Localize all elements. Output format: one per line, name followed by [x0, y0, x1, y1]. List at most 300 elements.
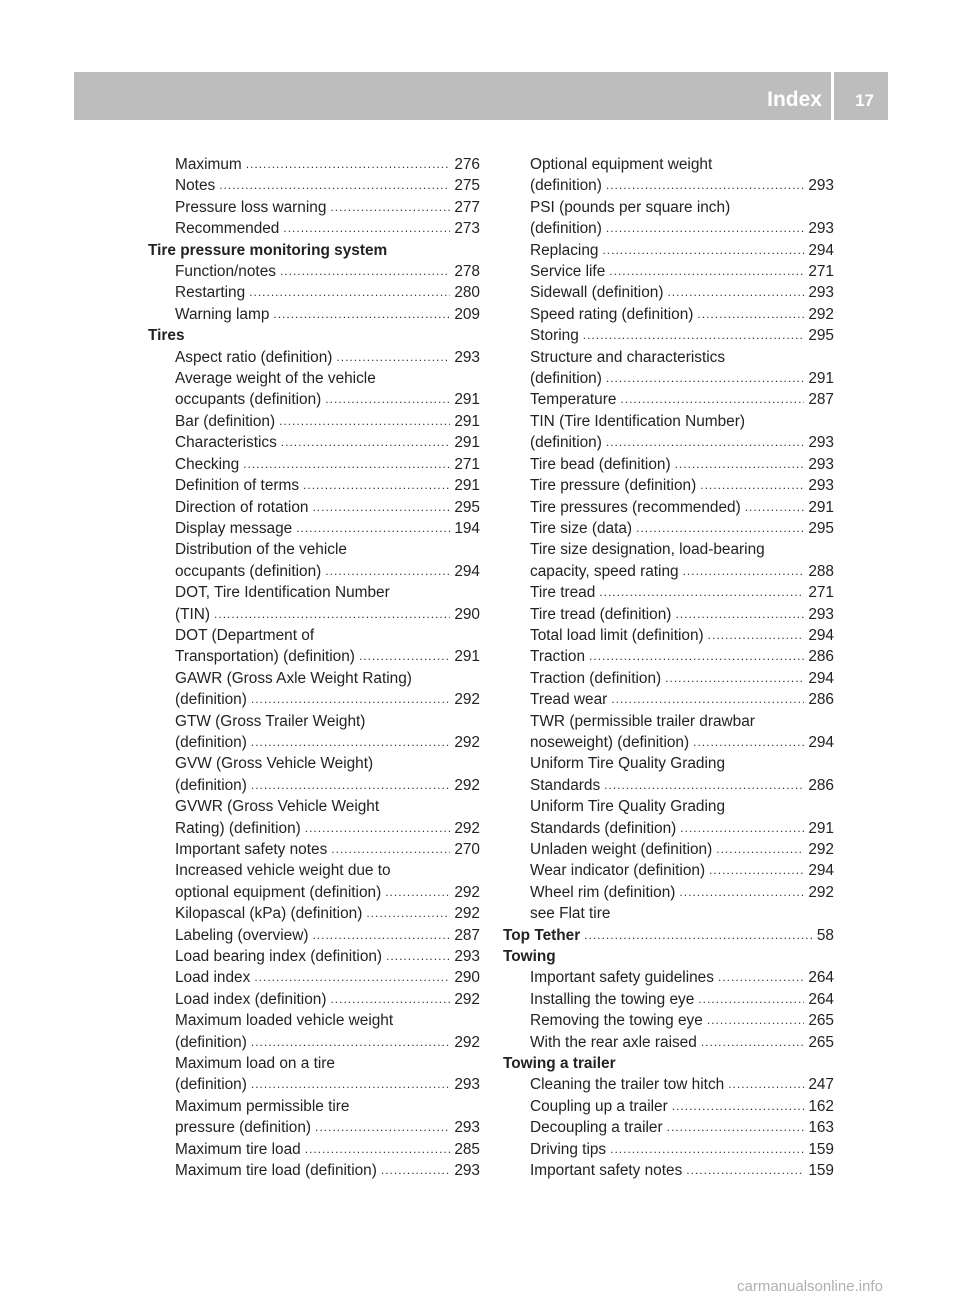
- index-entry: [148, 989, 480, 1010]
- entry-label: Checking: [175, 455, 240, 473]
- entry-label: Standards: [530, 776, 601, 794]
- entry-page: 287: [454, 926, 480, 944]
- index-entry: [503, 882, 834, 903]
- entry-page: 293: [808, 605, 834, 623]
- leader-dots: [606, 432, 804, 453]
- entry-label-line: Maximum permissible tire: [175, 1097, 350, 1115]
- entry-page: 295: [808, 519, 834, 537]
- leader-dots: [246, 154, 451, 175]
- index-entry: [148, 604, 480, 625]
- entry-page: 288: [808, 562, 834, 580]
- entry-label: Temperature: [530, 391, 617, 409]
- leader-dots: [312, 497, 450, 518]
- entry-page: 293: [454, 1119, 480, 1137]
- index-entry: [148, 1160, 480, 1181]
- leader-dots: [675, 454, 805, 475]
- entry-page: 292: [808, 883, 834, 901]
- leader-dots: [716, 839, 804, 860]
- index-entry: [503, 1096, 834, 1117]
- entry-label-line: Average weight of the vehicle: [175, 370, 376, 388]
- entry-label: Tire pressure (definition): [530, 477, 697, 495]
- entry-page: 295: [808, 327, 834, 345]
- entry-page: 294: [808, 669, 834, 687]
- entry-label: Traction: [530, 648, 586, 666]
- index-entry: [148, 1117, 480, 1138]
- entry-label: Direction of rotation: [175, 498, 309, 516]
- entry-page: 294: [808, 241, 834, 259]
- entry-page: 294: [808, 626, 834, 644]
- index-entry: [148, 775, 480, 796]
- leader-dots: [610, 1139, 804, 1160]
- index-entry: [148, 432, 480, 453]
- entry-label: Cleaning the trailer tow hitch: [530, 1076, 725, 1094]
- index-entry: [503, 989, 834, 1010]
- index-entry: [503, 646, 834, 667]
- entry-page: 291: [808, 498, 834, 516]
- leader-dots: [667, 1117, 805, 1138]
- leader-dots: [243, 454, 450, 475]
- entry-label: Load index: [175, 969, 251, 987]
- leader-dots: [330, 197, 450, 218]
- index-entry: [148, 561, 480, 582]
- entry-label: Tread wear: [530, 691, 608, 709]
- entry-label: (definition): [175, 1033, 247, 1051]
- index-entry: [503, 475, 834, 496]
- index-entry: [148, 389, 480, 410]
- entry-page: 293: [454, 1162, 480, 1180]
- index-entry: [148, 154, 480, 175]
- entry-label: Standards (definition): [530, 819, 677, 837]
- entry-label: Speed rating (definition): [530, 305, 694, 323]
- entry-page: 292: [808, 841, 834, 858]
- entry-page: 264: [808, 969, 834, 987]
- leader-dots: [251, 1032, 450, 1053]
- entry-page: 287: [808, 391, 834, 409]
- entry-label: (TIN): [175, 605, 211, 623]
- entry-label: Installing the towing eye: [530, 990, 695, 1008]
- leader-dots: [636, 518, 804, 539]
- entry-page: 265: [808, 1033, 834, 1051]
- index-entry: [503, 389, 834, 410]
- entry-label-line: Tire size designation, load-bearing: [530, 541, 765, 559]
- leader-dots: [665, 668, 804, 689]
- index-entry: [148, 475, 480, 496]
- leader-dots: [366, 903, 450, 924]
- entry-label: Sidewall (definition): [530, 284, 664, 302]
- entry-label: Coupling up a trailer: [530, 1097, 668, 1115]
- leader-dots: [279, 411, 450, 432]
- entry-label: Important safety notes: [175, 841, 328, 858]
- leader-dots: [251, 689, 450, 710]
- entry-label: (definition): [530, 177, 602, 195]
- index-entry: [148, 304, 480, 325]
- entry-page: 291: [454, 412, 480, 430]
- index-entry: [148, 347, 480, 368]
- index-entry: [148, 903, 480, 924]
- index-heading: Towing a trailer: [503, 1055, 616, 1073]
- entry-page: 290: [454, 605, 480, 623]
- leader-dots: [251, 732, 450, 753]
- entry-label: (definition): [530, 220, 602, 238]
- leader-dots: [606, 218, 804, 239]
- index-entry: [503, 368, 834, 389]
- entry-page: 292: [454, 883, 480, 901]
- index-entry: [503, 1010, 834, 1031]
- leader-dots: [611, 689, 804, 710]
- entry-label: Unladen weight (definition): [530, 841, 713, 858]
- entry-page: 159: [808, 1162, 834, 1180]
- leader-dots: [675, 604, 804, 625]
- entry-label: (definition): [175, 1076, 247, 1094]
- index-entry: [503, 282, 834, 303]
- entry-page: 277: [454, 198, 480, 216]
- entry-page: 293: [808, 434, 834, 452]
- index-entry: [503, 240, 834, 261]
- entry-label: Load index (definition): [175, 990, 327, 1008]
- entry-label: (definition): [175, 733, 247, 751]
- index-entry: [503, 561, 834, 582]
- entry-page: 292: [454, 691, 480, 709]
- entry-page: 291: [454, 434, 480, 452]
- watermark: carmanualsonline.info: [737, 1278, 883, 1295]
- index-heading: Tires: [148, 327, 185, 345]
- index-entry: [148, 882, 480, 903]
- index-entry: [503, 1160, 834, 1181]
- entry-page: 292: [454, 1033, 480, 1051]
- entry-label: Top Tether: [503, 926, 581, 944]
- leader-dots: [281, 432, 451, 453]
- entry-label: Tire bead (definition): [530, 455, 671, 473]
- entry-label: Removing the towing eye: [530, 1012, 703, 1030]
- leader-dots: [700, 475, 804, 496]
- entry-page: 285: [454, 1140, 480, 1158]
- entry-label: noseweight) (definition): [530, 733, 690, 751]
- entry-page: 271: [808, 584, 834, 602]
- entry-label: Decoupling a trailer: [530, 1119, 663, 1137]
- index-entry: [503, 325, 834, 346]
- entry-page: 264: [808, 990, 834, 1008]
- index-entry: [503, 1139, 834, 1160]
- entry-page: 293: [808, 284, 834, 302]
- leader-dots: [683, 561, 805, 582]
- leader-dots: [254, 967, 450, 988]
- index-entry: [503, 1074, 834, 1095]
- leader-dots: [604, 775, 804, 796]
- entry-label-line: Uniform Tire Quality Grading: [530, 798, 726, 816]
- entry-label-line: GVW (Gross Vehicle Weight): [175, 755, 374, 773]
- entry-page: 58: [816, 926, 834, 944]
- entry-label: Notes: [175, 177, 216, 195]
- entry-page: 278: [454, 263, 480, 281]
- entry-page: 159: [808, 1140, 834, 1158]
- index-entry: [503, 304, 834, 325]
- entry-page: 292: [454, 776, 480, 794]
- entry-page: 295: [454, 498, 480, 516]
- leader-dots: [697, 304, 804, 325]
- index-entry: [503, 668, 834, 689]
- leader-dots: [680, 818, 804, 839]
- entry-page: 286: [808, 648, 834, 666]
- entry-page: 294: [808, 862, 834, 880]
- page-header: [74, 72, 888, 120]
- leader-dots: [330, 989, 450, 1010]
- index-entry: [503, 1032, 834, 1053]
- leader-dots: [251, 775, 450, 796]
- leader-dots: [707, 1010, 804, 1031]
- leader-dots: [336, 347, 450, 368]
- entry-label: Maximum tire load (definition): [175, 1162, 377, 1180]
- leader-dots: [251, 1074, 450, 1095]
- index-entry: [503, 775, 834, 796]
- leader-dots: [312, 925, 450, 946]
- entry-label: Tire tread (definition): [530, 605, 672, 623]
- index-entry: [503, 175, 834, 196]
- leader-dots: [315, 1117, 450, 1138]
- index-entry: [148, 646, 480, 667]
- index-entry: [148, 732, 480, 753]
- entry-label: Rating) (definition): [175, 819, 301, 837]
- entry-label: Tire size (data): [530, 519, 633, 537]
- entry-label-line: DOT, Tire Identification Number: [175, 584, 390, 602]
- leader-dots: [606, 175, 804, 196]
- entry-page: 291: [454, 477, 480, 495]
- index-entry: [503, 689, 834, 710]
- index-entry: [148, 839, 480, 860]
- entry-page: 194: [454, 519, 480, 537]
- leader-dots: [584, 925, 813, 946]
- entry-label-line: Increased vehicle weight due to: [175, 862, 391, 880]
- index-entry: [148, 497, 480, 518]
- leader-dots: [701, 1032, 805, 1053]
- index-entry: [503, 261, 834, 282]
- leader-dots: [609, 261, 804, 282]
- entry-label: Pressure loss warning: [175, 198, 327, 216]
- entry-page: 292: [454, 990, 480, 1008]
- entry-label: Transportation) (definition): [175, 648, 355, 666]
- leader-dots: [698, 989, 804, 1010]
- entry-label: Maximum: [175, 156, 242, 173]
- leader-dots: [249, 282, 450, 303]
- leader-dots: [667, 282, 804, 303]
- entry-label-line: Uniform Tire Quality Grading: [530, 755, 726, 773]
- index-entry: [503, 518, 834, 539]
- entry-label: Warning lamp: [175, 305, 270, 323]
- index-entry: [503, 432, 834, 453]
- entry-label: (definition): [175, 691, 247, 709]
- entry-label: Function/notes: [175, 263, 276, 281]
- entry-page: 265: [808, 1012, 834, 1030]
- entry-label-line: TIN (Tire Identification Number): [530, 412, 745, 430]
- index-column-left: [148, 154, 480, 1182]
- entry-label: With the rear axle raised: [530, 1033, 697, 1051]
- leader-dots: [359, 646, 450, 667]
- index-entry: [503, 625, 834, 646]
- entry-label: capacity, speed rating: [530, 562, 679, 580]
- index-entry: [503, 967, 834, 988]
- leader-dots: [303, 475, 450, 496]
- index-entry-top-tether: [503, 925, 834, 946]
- entry-page: 247: [808, 1076, 834, 1094]
- entry-label: Important safety guidelines: [530, 969, 714, 987]
- entry-label: Load bearing index (definition): [175, 948, 383, 966]
- entry-label: (definition): [530, 370, 602, 388]
- entry-label: Labeling (overview): [175, 926, 309, 944]
- entry-page: 290: [454, 969, 480, 987]
- entry-page: 294: [808, 733, 834, 751]
- index-entry: [148, 1032, 480, 1053]
- index-entry: [148, 818, 480, 839]
- entry-label: pressure (definition): [175, 1119, 312, 1137]
- entry-page: 291: [808, 819, 834, 837]
- index-entry: [148, 967, 480, 988]
- entry-page: 286: [808, 691, 834, 709]
- index-entry: [148, 925, 480, 946]
- entry-page: 293: [454, 1076, 480, 1094]
- entry-page: 271: [808, 263, 834, 281]
- entry-label-line: Maximum loaded vehicle weight: [175, 1012, 394, 1030]
- leader-dots: [381, 1160, 450, 1181]
- leader-dots: [214, 604, 450, 625]
- index-entry: [148, 689, 480, 710]
- leader-dots: [283, 218, 450, 239]
- leader-dots: [325, 389, 450, 410]
- entry-label-line: PSI (pounds per square inch): [530, 198, 731, 216]
- index-entry: [148, 518, 480, 539]
- entry-label: Total load limit (definition): [530, 626, 704, 644]
- entry-label: (definition): [175, 776, 247, 794]
- index-entry: [148, 261, 480, 282]
- entry-label-line: Distribution of the vehicle: [175, 541, 347, 559]
- index-entry: [148, 1139, 480, 1160]
- entry-page: 291: [808, 370, 834, 388]
- entry-page: 293: [808, 455, 834, 473]
- index-entry: [148, 197, 480, 218]
- entry-page: 276: [454, 156, 480, 173]
- leader-dots: [331, 839, 450, 860]
- leader-dots: [219, 175, 450, 196]
- entry-label-line: GAWR (Gross Axle Weight Rating): [175, 669, 412, 687]
- entry-label: Replacing: [530, 241, 599, 259]
- header-divider: [831, 72, 834, 120]
- entry-label: Definition of terms: [175, 477, 300, 495]
- index-entry: [503, 454, 834, 475]
- entry-page: 292: [454, 733, 480, 751]
- leader-dots: [686, 1160, 804, 1181]
- entry-label: Recommended: [175, 220, 280, 238]
- entry-page: 280: [454, 284, 480, 302]
- entry-page: 286: [808, 776, 834, 794]
- entry-label-line: DOT (Department of: [175, 626, 315, 644]
- entry-page: 293: [808, 220, 834, 238]
- index-entry: [148, 946, 480, 967]
- page-number: 17: [855, 91, 874, 110]
- index-entry: [503, 1117, 834, 1138]
- entry-label: Wear indicator (definition): [530, 862, 706, 880]
- leader-dots: [672, 1096, 805, 1117]
- entry-page: 271: [454, 455, 480, 473]
- entry-label: Tire tread: [530, 584, 596, 602]
- entry-label: (definition): [530, 434, 602, 452]
- leader-dots: [718, 967, 804, 988]
- entry-label: Aspect ratio (definition): [175, 348, 333, 366]
- entry-page: 273: [454, 220, 480, 238]
- index-entry: [148, 282, 480, 303]
- entry-label: Storing: [530, 327, 579, 345]
- leader-dots: [708, 625, 805, 646]
- leader-dots: [693, 732, 804, 753]
- index-entry: [503, 604, 834, 625]
- index-heading: Tire pressure monitoring system: [148, 241, 388, 259]
- entry-label: occupants (definition): [175, 562, 322, 580]
- index-entry: [148, 411, 480, 432]
- index-entry: [148, 218, 480, 239]
- leader-dots: [602, 240, 804, 261]
- leader-dots: [745, 497, 805, 518]
- entry-page: 293: [808, 177, 834, 195]
- entry-page: 270: [454, 841, 480, 858]
- index-entry: [148, 454, 480, 475]
- leader-dots: [679, 882, 804, 903]
- entry-label-line: Optional equipment weight: [530, 156, 713, 173]
- index-entry: [503, 839, 834, 860]
- entry-label: Characteristics: [175, 434, 277, 452]
- leader-dots: [386, 946, 450, 967]
- leader-dots: [589, 646, 804, 667]
- leader-dots: [385, 882, 450, 903]
- entry-page: 292: [454, 819, 480, 837]
- entry-page: 293: [454, 948, 480, 966]
- entry-label: Service life: [530, 263, 606, 281]
- entry-label: Bar (definition): [175, 412, 276, 430]
- entry-label: Kilopascal (kPa) (definition): [175, 905, 363, 923]
- index-entry: [148, 175, 480, 196]
- entry-label: Traction (definition): [530, 669, 662, 687]
- index-column-right: [503, 154, 834, 1182]
- leader-dots: [296, 518, 450, 539]
- index-entry: [503, 732, 834, 753]
- entry-label-line: GVWR (Gross Vehicle Weight: [175, 798, 380, 816]
- entry-page: 162: [808, 1097, 834, 1115]
- entry-page: 293: [808, 477, 834, 495]
- entry-page: 291: [454, 391, 480, 409]
- index-entry: [503, 818, 834, 839]
- entry-page: 163: [808, 1119, 834, 1137]
- leader-dots: [305, 1139, 451, 1160]
- entry-label-line: Maximum load on a tire: [175, 1055, 335, 1073]
- entry-page: 294: [454, 562, 480, 580]
- entry-page: 291: [454, 648, 480, 666]
- leader-dots: [583, 325, 805, 346]
- index-entry: [503, 860, 834, 881]
- entry-page: 293: [454, 348, 480, 366]
- leader-dots: [620, 389, 804, 410]
- entry-label: occupants (definition): [175, 391, 322, 409]
- index-entry: [148, 1074, 480, 1095]
- index-entry: [503, 582, 834, 603]
- leader-dots: [280, 261, 450, 282]
- leader-dots: [599, 582, 804, 603]
- entry-label-line: GTW (Gross Trailer Weight): [175, 712, 366, 730]
- entry-label: Driving tips: [530, 1140, 607, 1158]
- entry-label: Restarting: [175, 284, 246, 302]
- leader-dots: [273, 304, 450, 325]
- entry-page: 275: [454, 177, 480, 195]
- entry-page: 292: [454, 905, 480, 923]
- leader-dots: [709, 860, 804, 881]
- leader-dots: [728, 1074, 804, 1095]
- leader-dots: [606, 368, 804, 389]
- entry-label: Important safety notes: [530, 1162, 683, 1180]
